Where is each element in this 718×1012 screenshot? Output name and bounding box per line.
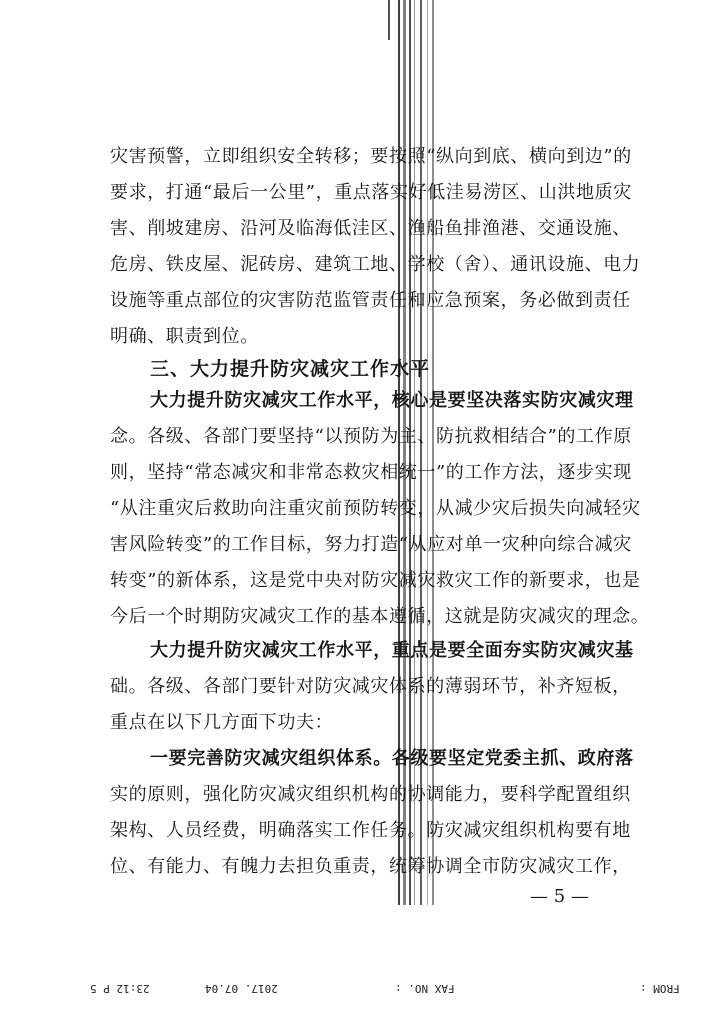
page-number: — 5 — [530,886,589,907]
para1-line: 害风险转变”的工作目标，努力打造“从应对单一灾种向综合减灾 [110,534,632,555]
para1-line: 转变”的新体系，这是党中央对防灾减灾救灾工作的新要求，也是 [110,570,641,591]
para1-line: 大力提升防灾减灾工作水平，核心是要坚决落实防灾减灾理 [150,390,634,411]
para3-line: 架构、人员经费，明确落实工作任务。防灾减灾组织机构要有地 [110,820,631,841]
para1-line: 则，坚持“常态减灾和非常态救灾相统一”的工作方法，逐步实现 [110,462,632,483]
fax-number-label: FAX NO. : [395,982,455,995]
para2-line: 础。各级、各部门要针对防灾减灾体系的薄弱环节，补齐短板， [110,676,631,697]
para1-line: “从注重灾后救助向注重灾前预防转变，从减少灾后损失向减轻灾 [110,498,641,519]
fax-from-label: FROM : [640,982,680,995]
body-line: 明确、职责到位。 [110,326,259,347]
body-line: 要求，打通“最后一公里”，重点落实好低洼易涝区、山洪地质灾 [110,182,632,203]
para1-line: 今后一个时期防灾减灾工作的基本遵循，这就是防灾减灾的理念。 [110,606,650,627]
para3-line: 实的原则，强化防灾减灾组织机构的协调能力，要科学配置组织 [110,784,631,805]
para2-line: 重点在以下几方面下功夫： [110,712,334,733]
scan-mark [388,0,390,40]
para1-line: 念。各级、各部门要坚持“以预防为主、防抗救相结合”的工作原 [110,426,632,447]
body-line: 危房、铁皮屋、泥砖房、建筑工地、学校（舍）、通讯设施、电力 [110,254,641,275]
para3-line: 位、有能力、有魄力去担负重责，统筹协调全市防灾减灾工作， [110,856,631,877]
body-line: 灾害预警，立即组织安全转移；要按照“纵向到底、横向到边”的 [110,146,632,167]
fax-footer [0,982,718,1004]
section-heading: 三、大力提升防灾减灾工作水平 [150,358,431,380]
body-line: 设施等重点部位的灾害防范监管责任和应急预案，务必做到责任 [110,290,631,311]
body-line: 害、削坡建房、沿河及临海低洼区、渔船鱼排渔港、交通设施、 [110,218,631,239]
fax-time: 23:12 P 5 [90,982,150,995]
para2-line: 大力提升防灾减灾工作水平，重点是要全面夯实防灾减灾基 [150,640,634,661]
para3-line: 一要完善防灾减灾组织体系。各级要坚定党委主抓、政府落 [150,748,634,769]
fax-date: 2017. 07.04 [205,982,278,995]
